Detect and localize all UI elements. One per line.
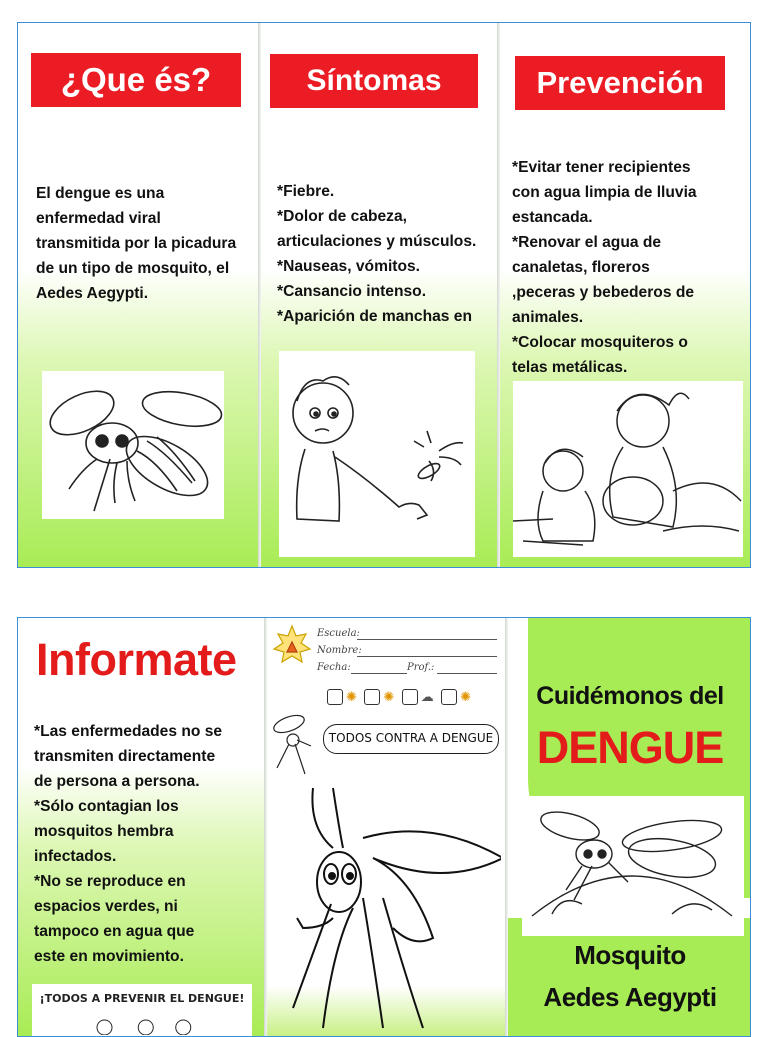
brochure-sheet-outside [17, 22, 751, 568]
fecha-label: Fecha: [317, 662, 351, 673]
prof-label: Prof.: [407, 662, 435, 673]
sintomas-text: *Fiebre. *Dolor de cabeza, articulaciones y músculos. *Nauseas, vómitos. *Cansancio intenso. *Aparición de manchas en [277, 183, 477, 325]
panel-sintomas [261, 23, 497, 567]
brochure-sheet-inside [17, 617, 751, 1037]
sun-icon: ✺ [346, 688, 357, 704]
cartoon-mosquito-illustration [273, 778, 501, 1036]
panel-worksheet [267, 618, 505, 1036]
checkbox[interactable] [364, 689, 380, 705]
sick-boy-illustration [279, 351, 475, 557]
cloud-icon: ☁ [420, 688, 434, 704]
heading-informate: Informate [36, 634, 237, 685]
checkbox[interactable] [327, 689, 343, 705]
nombre-label: Nombre: [317, 645, 362, 656]
panel-informate [18, 618, 264, 1036]
nombre-field[interactable] [317, 645, 497, 656]
que-es-text: El dengue es una enfermedad viral transmitida por la picadura de un tipo de mosquito, el Aedes Aegypti. [36, 185, 237, 302]
cover-subtitle-line2: Aedes Aegypti [543, 982, 717, 1012]
fecha-field[interactable] [317, 662, 407, 673]
weather-checkboxes[interactable] [327, 688, 474, 706]
sun-icon: ✺ [383, 688, 395, 704]
prevenir-dengue-title: ¡TODOS A PREVENIR EL DENGUE! [39, 992, 245, 1005]
small-mosquito-icon [269, 710, 319, 780]
worksheet-title: TODOS CONTRA A DENGUE [328, 731, 494, 745]
escuela-field[interactable] [317, 628, 497, 639]
worksheet-title-box [323, 724, 499, 754]
heading-sintomas: Síntomas [270, 54, 478, 108]
heading-que-es: ¿Que és? [31, 53, 241, 107]
panel-prevencion [500, 23, 751, 567]
mosquito-on-globe-illustration [522, 796, 744, 936]
panel-cover [508, 618, 751, 1036]
cover-subtitle-line1: Mosquito [574, 940, 686, 970]
cover-title-line2: DENGUE [536, 722, 724, 773]
checkbox[interactable] [441, 689, 457, 705]
children-cleaning-illustration [513, 381, 743, 557]
sun-icon: ✺ [460, 688, 472, 704]
cover-title-line1: Cuidémonos del [536, 682, 724, 710]
prevenir-dengue-strip [32, 984, 252, 1037]
mosquito-illustration [42, 371, 224, 519]
informate-text: *Las enfermedades no se transmiten directamente de persona a persona. *Sólo contagian los mosquitos hembra infectados. *No se reproduce en espacios verdes, ni tampoco en agua que este en movimiento. [34, 723, 223, 965]
prof-field[interactable] [407, 662, 497, 673]
prevencion-text: *Evitar tener recipientes con agua limpia de lluvia estancada. *Renovar el agua de canaletas, floreros ,peceras y bebederos de animales. *Colocar mosquiteros o telas metálicas. [512, 159, 697, 376]
heading-prevencion: Prevención [515, 56, 725, 110]
checkbox[interactable] [402, 689, 418, 705]
sun-mascot-icon [269, 622, 315, 678]
escuela-label: Escuela: [317, 628, 360, 639]
panel-que-es [18, 23, 258, 567]
